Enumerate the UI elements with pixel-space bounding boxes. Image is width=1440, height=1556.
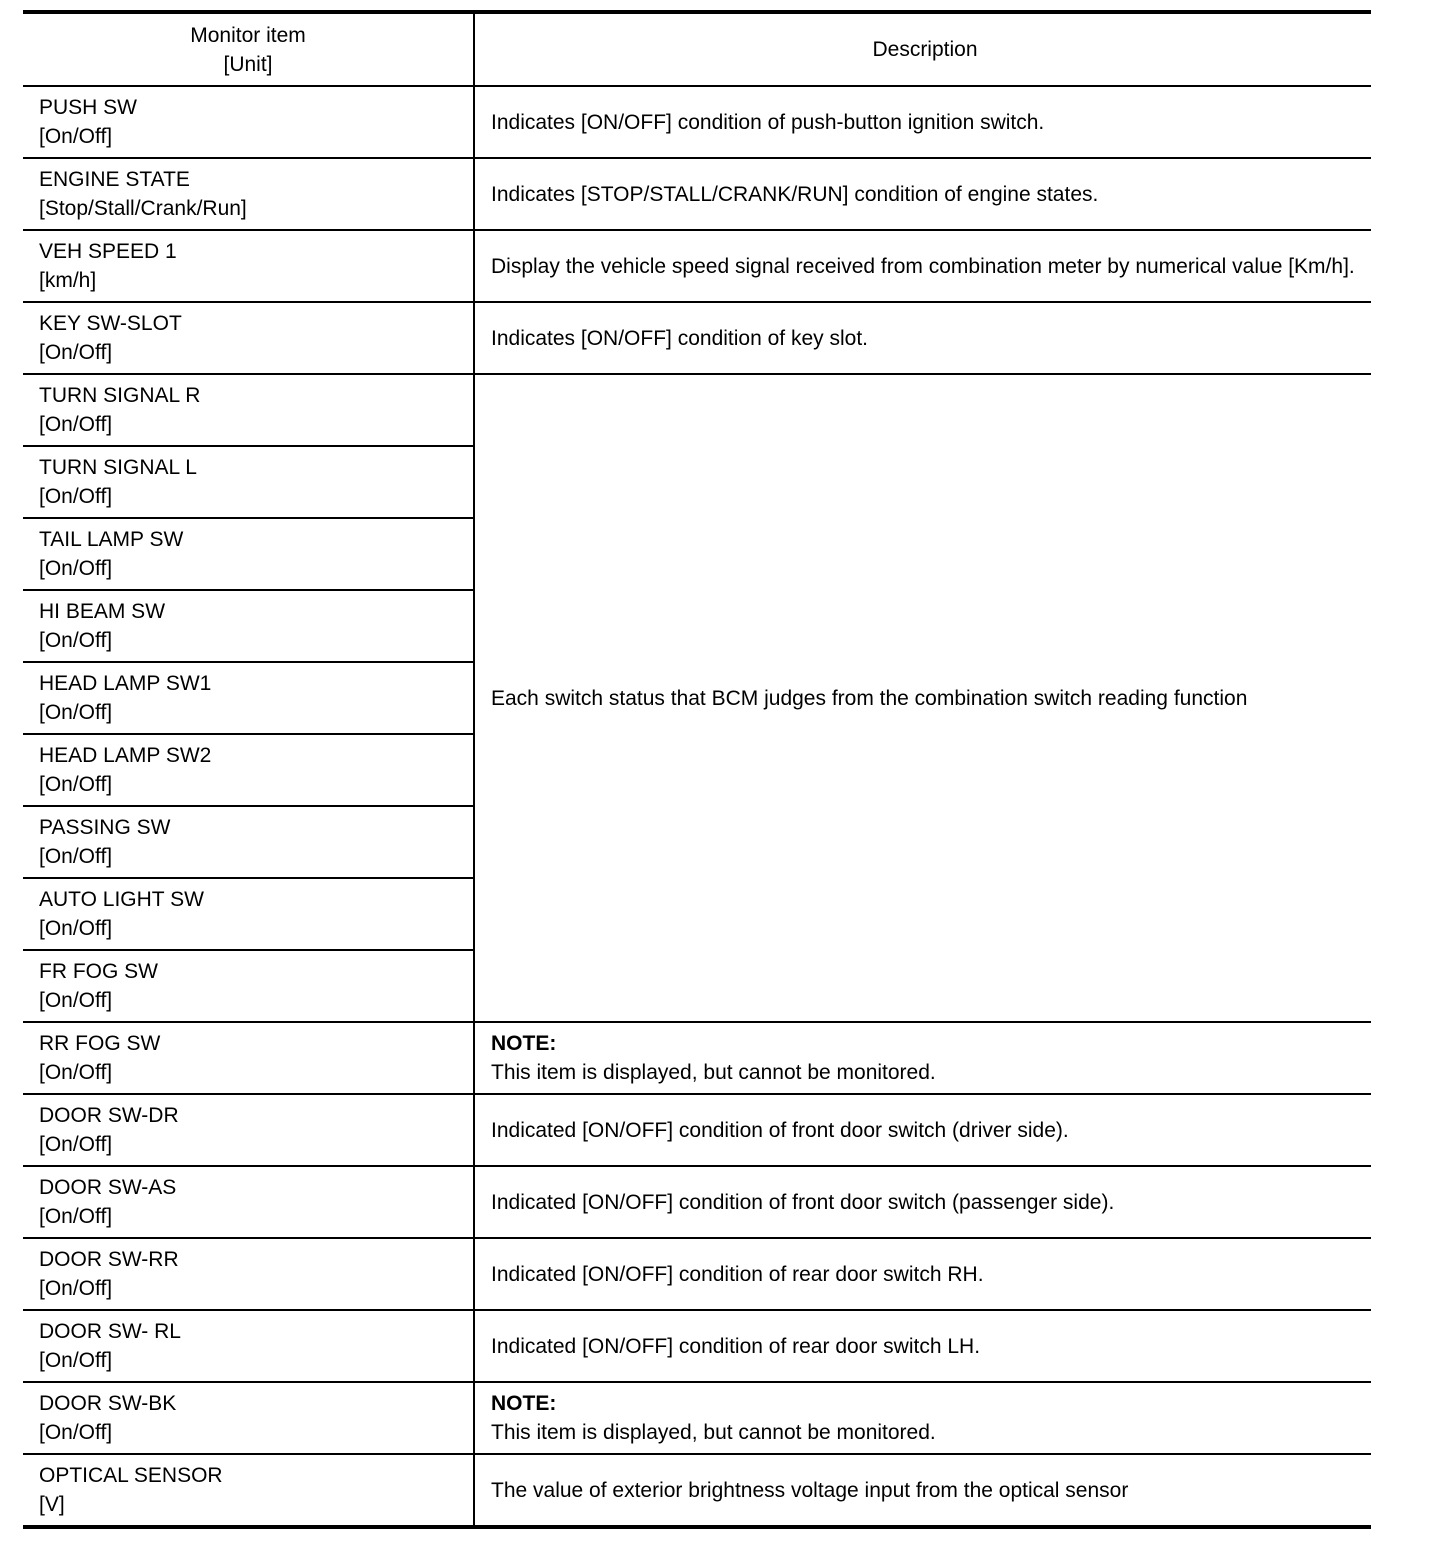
item-unit: [On/Off] <box>39 557 113 580</box>
table-row <box>23 158 1371 230</box>
item-unit: [V] <box>39 1493 65 1516</box>
monitor-item-cell <box>23 1310 474 1382</box>
item-unit: [On/Off] <box>39 773 113 796</box>
monitor-item-cell <box>23 1454 474 1527</box>
table-row <box>23 1022 1371 1094</box>
item-unit: [On/Off] <box>39 413 113 436</box>
item-unit: [On/Off] <box>39 629 113 652</box>
monitor-item-cell <box>23 302 474 374</box>
description-cell: The value of exterior brightness voltage input from the optical sensor <box>491 1478 1129 1502</box>
table-row <box>23 86 1371 158</box>
header-item-title: Monitor item <box>190 23 306 47</box>
note-label: NOTE: <box>491 1392 557 1415</box>
monitor-item-cell <box>23 374 474 446</box>
item-name: PASSING SW <box>39 816 171 839</box>
table-header-row <box>23 12 1371 86</box>
item-name: HI BEAM SW <box>39 600 166 623</box>
item-name: TURN SIGNAL L <box>39 456 197 479</box>
table-row <box>23 1238 1371 1310</box>
monitor-item-cell <box>23 878 474 950</box>
monitor-item-cell <box>23 1022 474 1094</box>
note-text: This item is displayed, but cannot be monitored. <box>491 1421 936 1444</box>
item-name: ENGINE STATE <box>39 168 190 191</box>
item-name: FR FOG SW <box>39 960 158 983</box>
item-name: HEAD LAMP SW2 <box>39 744 212 767</box>
item-name: TAIL LAMP SW <box>39 528 184 551</box>
item-name: DOOR SW-BK <box>39 1392 177 1415</box>
item-unit: [Stop/Stall/Crank/Run] <box>39 197 247 220</box>
table-row <box>23 1166 1371 1238</box>
table-row <box>23 1454 1371 1527</box>
description-cell: Indicated [ON/OFF] condition of rear door switch LH. <box>474 1310 1371 1382</box>
monitor-item-cell <box>23 806 474 878</box>
item-unit: [On/Off] <box>39 701 113 724</box>
monitor-item-cell <box>23 950 474 1022</box>
monitor-item-cell <box>23 1382 474 1454</box>
monitor-item-cell <box>23 1094 474 1166</box>
item-unit: [On/Off] <box>39 845 113 868</box>
description-cell: Indicates [STOP/STALL/CRANK/RUN] condition of engine states. <box>474 158 1371 230</box>
description-cell: Display the vehicle speed signal received from combination meter by numerical value [Km/h]. <box>474 230 1371 302</box>
item-name: KEY SW-SLOT <box>39 312 182 335</box>
monitor-item-cell <box>23 1166 474 1238</box>
table-row <box>23 1094 1371 1166</box>
description-cell: Indicates [ON/OFF] condition of push-button ignition switch. <box>474 86 1371 158</box>
header-description: Description <box>474 12 1371 86</box>
item-unit: [On/Off] <box>39 1349 113 1372</box>
description-cell <box>474 1022 1371 1094</box>
item-unit: [On/Off] <box>39 1133 113 1156</box>
note-label: NOTE: <box>491 1032 557 1055</box>
monitor-item-cell <box>23 446 474 518</box>
item-name: PUSH SW <box>39 96 138 119</box>
item-unit: [On/Off] <box>39 125 113 148</box>
description-cell: Indicates [ON/OFF] condition of key slot. <box>474 302 1371 374</box>
description-cell-merged: Each switch status that BCM judges from the combination switch reading function <box>474 374 1371 1022</box>
monitor-item-cell <box>23 662 474 734</box>
description-cell: Indicated [ON/OFF] condition of rear door switch RH. <box>474 1238 1371 1310</box>
table-row <box>23 1382 1371 1454</box>
item-name: HEAD LAMP SW1 <box>39 672 212 695</box>
item-unit: [On/Off] <box>39 485 113 508</box>
item-name: VEH SPEED 1 <box>39 240 177 263</box>
table-row <box>23 302 1371 374</box>
description-cell <box>474 1382 1371 1454</box>
description-cell: Indicated [ON/OFF] condition of front door switch (passenger side). <box>474 1166 1371 1238</box>
monitor-item-cell <box>23 86 474 158</box>
monitor-item-cell <box>23 230 474 302</box>
description-cell: Indicated [ON/OFF] condition of front door switch (driver side). <box>474 1094 1371 1166</box>
monitor-item-cell <box>23 590 474 662</box>
header-monitor-item <box>23 12 474 86</box>
item-name: DOOR SW-DR <box>39 1104 179 1127</box>
monitor-item-cell <box>23 158 474 230</box>
item-unit: [On/Off] <box>39 1061 113 1084</box>
item-name: TURN SIGNAL R <box>39 384 201 407</box>
item-name: DOOR SW-RR <box>39 1248 179 1271</box>
item-name: DOOR SW- RL <box>39 1320 181 1343</box>
item-unit: [km/h] <box>39 269 97 292</box>
item-unit: [On/Off] <box>39 1421 113 1444</box>
table-row <box>23 1310 1371 1382</box>
monitor-item-cell <box>23 1238 474 1310</box>
item-unit: [On/Off] <box>39 341 113 364</box>
item-name: AUTO LIGHT SW <box>39 888 204 911</box>
item-unit: [On/Off] <box>39 1205 113 1228</box>
item-unit: [On/Off] <box>39 917 113 940</box>
item-unit: [On/Off] <box>39 1277 113 1300</box>
monitor-item-table <box>23 10 1371 1529</box>
item-name: DOOR SW-AS <box>39 1176 177 1199</box>
table-row <box>23 374 1371 446</box>
monitor-item-cell <box>23 518 474 590</box>
item-name: OPTICAL SENSOR <box>39 1464 223 1487</box>
header-item-unit: [Unit] <box>223 52 273 76</box>
monitor-item-cell <box>23 734 474 806</box>
item-name: RR FOG SW <box>39 1032 161 1055</box>
table-row <box>23 230 1371 302</box>
note-text: This item is displayed, but cannot be monitored. <box>491 1061 936 1084</box>
item-unit: [On/Off] <box>39 989 113 1012</box>
